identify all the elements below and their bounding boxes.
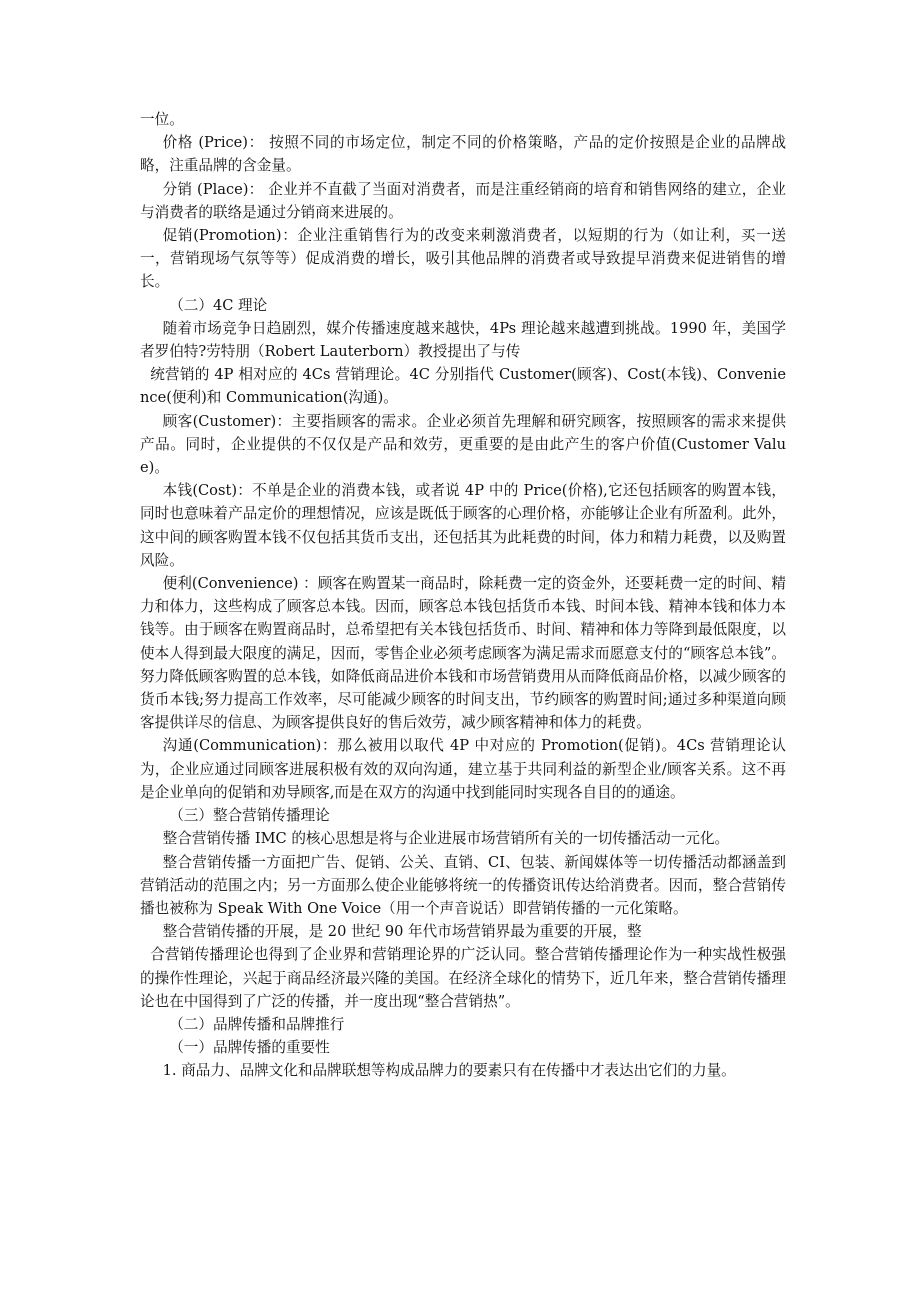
paragraph-imc-scope: 整合营销传播一方面把广告、促销、公关、直销、CI、包装、新闻媒体等一切传播活动都涵盖到营销活动的范围之内；另一方面那么使企业能够将统一的传播资讯传达给消费者。因而，整合营销传播也被称为 Speak With One Voice（用一个声音说话）即营销传播的一元化策略。 bbox=[140, 853, 786, 917]
section-heading-importance: （一）品牌传播的重要性 bbox=[169, 1039, 330, 1057]
paragraph-point-1: 1. 商品力、品牌文化和品牌联想等构成品牌力的要素只有在传播中才表达出它们的力量。 bbox=[162, 1062, 736, 1080]
paragraph-imc-recognition: 合营销传播理论也得到了企业界和营销理论界的广泛认同。整合营销传播理论作为一种实战性极强的操作性理论，兴起于商品经济最兴隆的美国。在经济全球化的情势下，近几年来，整合营销传播理论也在中国得到了广泛的传播，并一度出现“整合营销热”。 bbox=[140, 946, 786, 1010]
paragraph-convenience: 便利(Convenience) ：顾客在购置某一商品时，除耗费一定的资金外，还要耗费一定的时间、精力和体力，这些构成了顾客总本钱。因而，顾客总本钱包括货币本钱、时间本钱、精神本钱和体力本钱等。由于顾客在购置商品时，总希望把有关本钱包括货币、时间、精神和体力等降到最低限度，以使本人得到最大限度的满足，因而，零售企业必须考虑顾客为满足需求而愿意支付的“顾客总本钱”。努力降低顾客购置的总本钱，如降低商品进价本钱和市场营销费用从而降低商品价格，以减少顾客的货币本钱;努力提高工作效率，尽可能减少顾客的时间支出，节约顾客的购置时间;通过多种渠道向顾客提供详尽的信息、为顾客提供良好的售后效劳，减少顾客精神和体力的耗费。 bbox=[140, 575, 786, 732]
paragraph-4c-definition: 统营销的 4P 相对应的 4Cs 营销理论。4C 分别指代 Customer(顾客)、Cost(本钱)、Convenience(便利)和 Communication(沟通)。 bbox=[140, 366, 786, 407]
section-heading-imc: （三）整合营销传播理论 bbox=[169, 807, 330, 825]
paragraph-imc-development: 整合营销传播的开展，是 20 世纪 90 年代市场营销界最为重要的开展，整 bbox=[162, 923, 642, 941]
paragraph-promotion: 促销(Promotion)：企业注重销售行为的改变来刺激消费者，以短期的行为（如让利，买一送一，营销现场气氛等等）促成消费的增长，吸引其他品牌的消费者或导致提早消费来促进销售的增长。 bbox=[140, 227, 786, 291]
paragraph-customer: 顾客(Customer)：主要指顾客的需求。企业必须首先理解和研究顾客，按照顾客的需求来提供产品。同时，企业提供的不仅仅是产品和效劳，更重要的是由此产生的客户价值(Customer Value)。 bbox=[140, 412, 786, 477]
section-heading-brand-communication: （二）品牌传播和品牌推行 bbox=[169, 1015, 345, 1033]
paragraph-price: 价格 (Price)： 按照不同的市场定位，制定不同的价格策略，产品的定价按照是企业的品牌战略，注重品牌的含金量。 bbox=[140, 134, 786, 175]
paragraph-4c-intro: 随着市场竞争日趋剧烈，媒介传播速度越来越快，4Ps 理论越来越遭到挑战。1990 年，美国学者罗伯特?劳特朋（Robert Lauterborn）教授提出了与传 bbox=[140, 319, 786, 361]
paragraph-place: 分销 (Place)： 企业并不直截了当面对消费者，而是注重经销商的培育和销售网络的建立，企业与消费者的联络是通过分销商来进展的。 bbox=[140, 180, 786, 221]
paragraph-cost: 本钱(Cost)：不单是企业的消费本钱，或者说 4P 中的 Price(价格),它还包括顾客的购置本钱，同时也意味着产品定价的理想情况，应该是既低于顾客的心理价格，亦能够让企业有所盈利。此外，这中间的顾客购置本钱不仅包括其货币支出，还包括其为此耗费的时间，体力和精力耗费，以及购置风险。 bbox=[140, 482, 786, 569]
section-heading-4c: （二）4C 理论 bbox=[169, 296, 268, 314]
paragraph-continuation: 一位。 bbox=[140, 111, 184, 128]
paragraph-imc-core: 整合营销传播 IMC 的核心思想是将与企业进展市场营销所有关的一切传播活动一元化。 bbox=[162, 830, 730, 848]
document-page bbox=[140, 108, 786, 1083]
paragraph-communication: 沟通(Communication)：那么被用以取代 4P 中对应的 Promotion(促销)。4Cs 营销理论认为，企业应通过同顾客进展积极有效的双向沟通，建立基于共同利益的新型企业/顾客关系。这不再是企业单向的促销和劝导顾客,而是在双方的沟通中找到能同时实现各自目的的通途。 bbox=[140, 737, 786, 801]
